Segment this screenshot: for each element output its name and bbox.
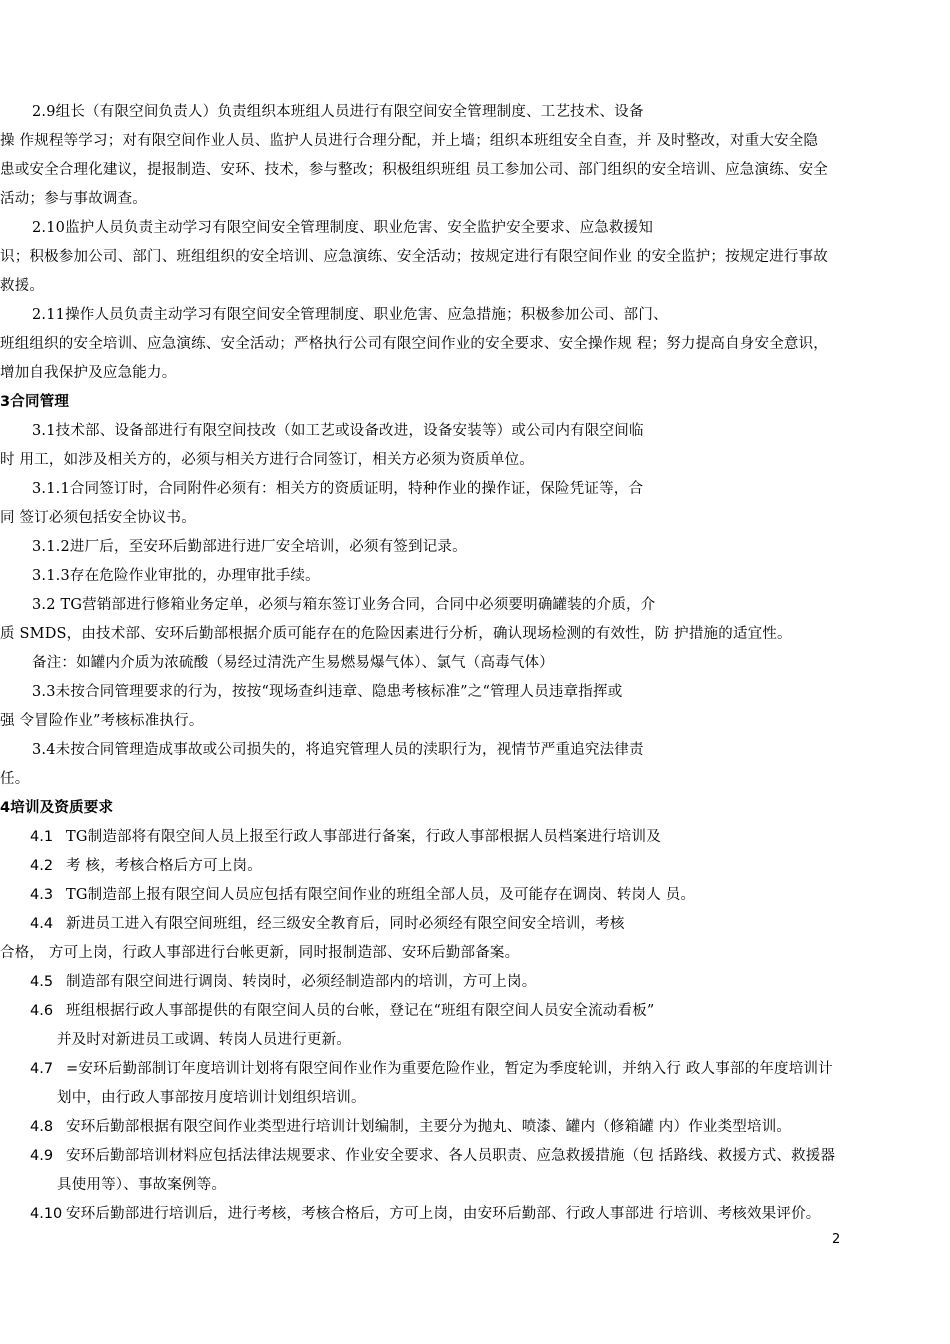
- item-text-line-2: 划中，由行政人事部按月度培训计划组织培训。: [57, 1090, 366, 1106]
- para-3-1-1-line-1: 3.1.1合同签订时，合同附件必须有：相关方的资质证明，特种作业的操作证，保险凭证等，合: [32, 481, 644, 497]
- para-3-4-line-1: 3.4未按合同管理造成事故或公司损失的，将追究管理人员的渎职行为，视情节严重追究法律责: [32, 742, 644, 758]
- para-3-2-line-1: 3.2 TG营销部进行修箱业务定单，必须与箱东签订业务合同，合同中必须要明确罐装的介质，介: [32, 597, 656, 613]
- item-number: 4.9: [30, 1148, 54, 1164]
- item-number: 4.5: [30, 974, 54, 990]
- item-number: 4.2: [30, 858, 54, 874]
- item-text-line-2: 具使用等）、事故案例等。: [57, 1177, 227, 1193]
- para-2-11-line-2: 班组组织的安全培训、应急演练、安全活动；严格执行公司有限空间作业的安全要求、安全操作规 程；努力提高自身安全意识，: [0, 336, 829, 352]
- para-3-1-line-1: 3.1技术部、设备部进行有限空间技改（如工艺或设备改进，设备安装等）或公司内有限空间临: [32, 423, 644, 439]
- para-3-3-line-1: 3.3未按合同管理要求的行为，按按“现场查纠违章、隐患考核标准”之“管理人员违章指挥或: [32, 684, 623, 700]
- item-text: =安环后勤部制订年度培训计划将有限空间作业作为重要危险作业，暂定为季度轮训，并纳入行 政人事部的年度培训计: [66, 1061, 833, 1077]
- item-number: 4.7: [30, 1061, 54, 1077]
- item-text-continuation: 合格， 方可上岗，行政人事部进行台帐更新，同时报制造部、安环后勤部备案。: [0, 945, 520, 961]
- para-3-1-2: 3.1.2进厂后，至安环后勤部进行进厂安全培训，必须有签到记录。: [32, 539, 467, 555]
- item-text: 制造部有限空间进行调岗、转岗时，必须经制造部内的培训，方可上岗。: [66, 974, 537, 990]
- para-3-1-3: 3.1.3存在危险作业审批的，办理审批手续。: [32, 568, 320, 584]
- item-number: 4.10: [30, 1206, 63, 1222]
- para-2-10-line-1: 2.10监护人员负责主动学习有限空间安全管理制度、职业危害、安全监护安全要求、应急救援知: [32, 220, 654, 236]
- item-text: 安环后勤部进行培训后，进行考核，考核合格后，方可上岗，由安环后勤部、行政人事部进 行培训、考核效果评价。: [66, 1206, 821, 1222]
- para-2-9-line-3: 患或安全合理化建议，提报制造、安环、技术，参与整改；积极组织班组 员工参加公司、部门组织的安全培训、应急演练、安全: [0, 162, 829, 178]
- item-number: 4.3: [30, 887, 54, 903]
- item-number: 4.6: [30, 1003, 54, 1019]
- para-3-2-line-2: 质 SMDS，由技术部、安环后勤部根据介质可能存在的危险因素进行分析，确认现场检测的有效性，防 护措施的适宜性。: [0, 626, 792, 642]
- para-2-10-line-2: 识；积极参加公司、部门、班组组织的安全培训、应急演练、安全活动；按规定进行有限空间作业 的安全监护；按规定进行事故: [0, 249, 829, 265]
- para-2-10-line-3: 救援。: [0, 278, 45, 294]
- para-3-3-line-2: 强 令冒险作业”考核标准执行。: [0, 713, 204, 729]
- page-number: 2: [832, 1232, 841, 1247]
- section-3-heading: 3合同管理: [0, 394, 70, 410]
- para-2-9-line-1: 2.9组长（有限空间负责人）负责组织本班组人员进行有限空间安全管理制度、工艺技术、设备: [32, 104, 644, 120]
- para-2-9-line-2: 操 作规程等学习；对有限空间作业人员、监护人员进行合理分配，并上墙；组织本班组安全自查，并 及时整改，对重大安全隐: [0, 133, 819, 149]
- para-3-2-note: 备注：如罐内介质为浓硫酸（易经过清洗产生易燃易爆气体）、氯气（高毒气体）: [32, 655, 554, 671]
- item-number: 4.4: [30, 916, 54, 932]
- item-text: 班组根据行政人事部提供的有限空间人员的台帐，登记在“班组有限空间人员安全流动看板”: [66, 1003, 655, 1019]
- item-text: 安环后勤部培训材料应包括法律法规要求、作业安全要求、各人员职责、应急救援措施（包 括路线、救援方式、救援器: [66, 1148, 836, 1164]
- item-text: 考 核，考核合格后方可上岗。: [66, 858, 262, 874]
- item-number: 4.1: [30, 829, 54, 845]
- para-2-11-line-3: 增加自我保护及应急能力。: [0, 365, 177, 381]
- para-3-1-1-line-2: 同 签订必须包括安全协议书。: [0, 510, 196, 526]
- section-4-heading: 4培训及资质要求: [0, 800, 114, 816]
- para-3-1-line-2: 时 用工，如涉及相关方的，必须与相关方进行合同签订，相关方必须为资质单位。: [0, 452, 535, 468]
- para-2-9-line-4: 活动；参与事故调查。: [0, 191, 147, 207]
- para-3-4-line-2: 任。: [0, 771, 30, 787]
- item-text: TG制造部上报有限空间人员应包括有限空间作业的班组全部人员，及可能存在调岗、转岗人 员。: [66, 887, 696, 903]
- item-number: 4.8: [30, 1119, 54, 1135]
- item-text: TG制造部将有限空间人员上报至行政人事部进行备案，行政人事部根据人员档案进行培训及: [66, 829, 661, 845]
- para-2-11-line-1: 2.11操作人员负责主动学习有限空间安全管理制度、职业危害、应急措施；积极参加公司、部门、: [32, 307, 668, 323]
- item-text-line-2: 并及时对新进员工或调、转岗人员进行更新。: [57, 1032, 351, 1048]
- item-text: 安环后勤部根据有限空间作业类型进行培训计划编制，主要分为抛丸、喷漆、罐内（修箱罐 内）作业类型培训。: [66, 1119, 792, 1135]
- item-text: 新进员工进入有限空间班组，经三级安全教育后，同时必须经有限空间安全培训，考核: [66, 916, 625, 932]
